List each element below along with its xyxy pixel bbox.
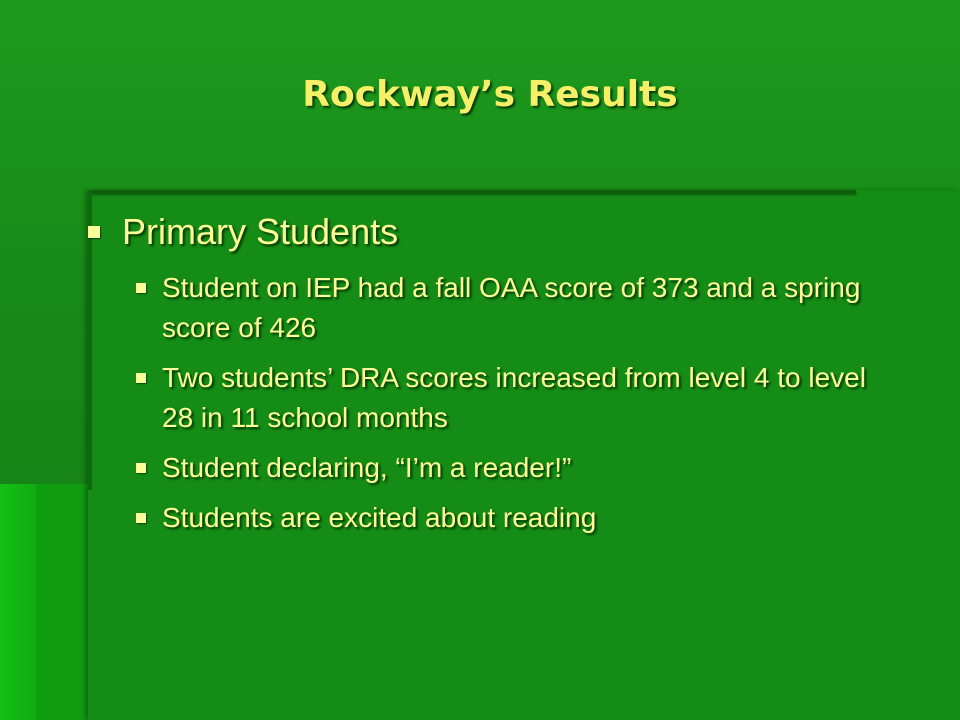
sub-bullet-text: Two students’ DRA scores increased from level 4 to level 28 in 11 school months	[162, 362, 866, 433]
square-bullet-icon	[136, 373, 146, 383]
sub-bullet-text: Students are excited about reading	[162, 502, 597, 533]
slide-content	[84, 208, 884, 548]
sub-bullet-text: Student declaring, “I’m a reader!”	[162, 452, 572, 483]
decorative-panel-left	[0, 484, 36, 720]
sub-bullet-list	[132, 268, 884, 538]
sub-bullet-item	[132, 268, 884, 348]
sub-bullet-text: Student on IEP had a fall OAA score of 373 and a spring score of 426	[162, 272, 861, 343]
sub-bullet-item	[132, 498, 884, 538]
bullet-primary-students	[84, 208, 884, 256]
square-bullet-icon	[136, 463, 146, 473]
slide-title: Rockway’s Results	[302, 74, 678, 115]
decorative-rule-top	[92, 190, 856, 194]
square-bullet-icon	[88, 226, 100, 238]
sub-bullet-item	[132, 448, 884, 488]
bullet-text: Primary Students	[122, 211, 399, 252]
square-bullet-icon	[136, 513, 146, 523]
sub-bullet-item	[132, 358, 884, 438]
square-bullet-icon	[136, 283, 146, 293]
